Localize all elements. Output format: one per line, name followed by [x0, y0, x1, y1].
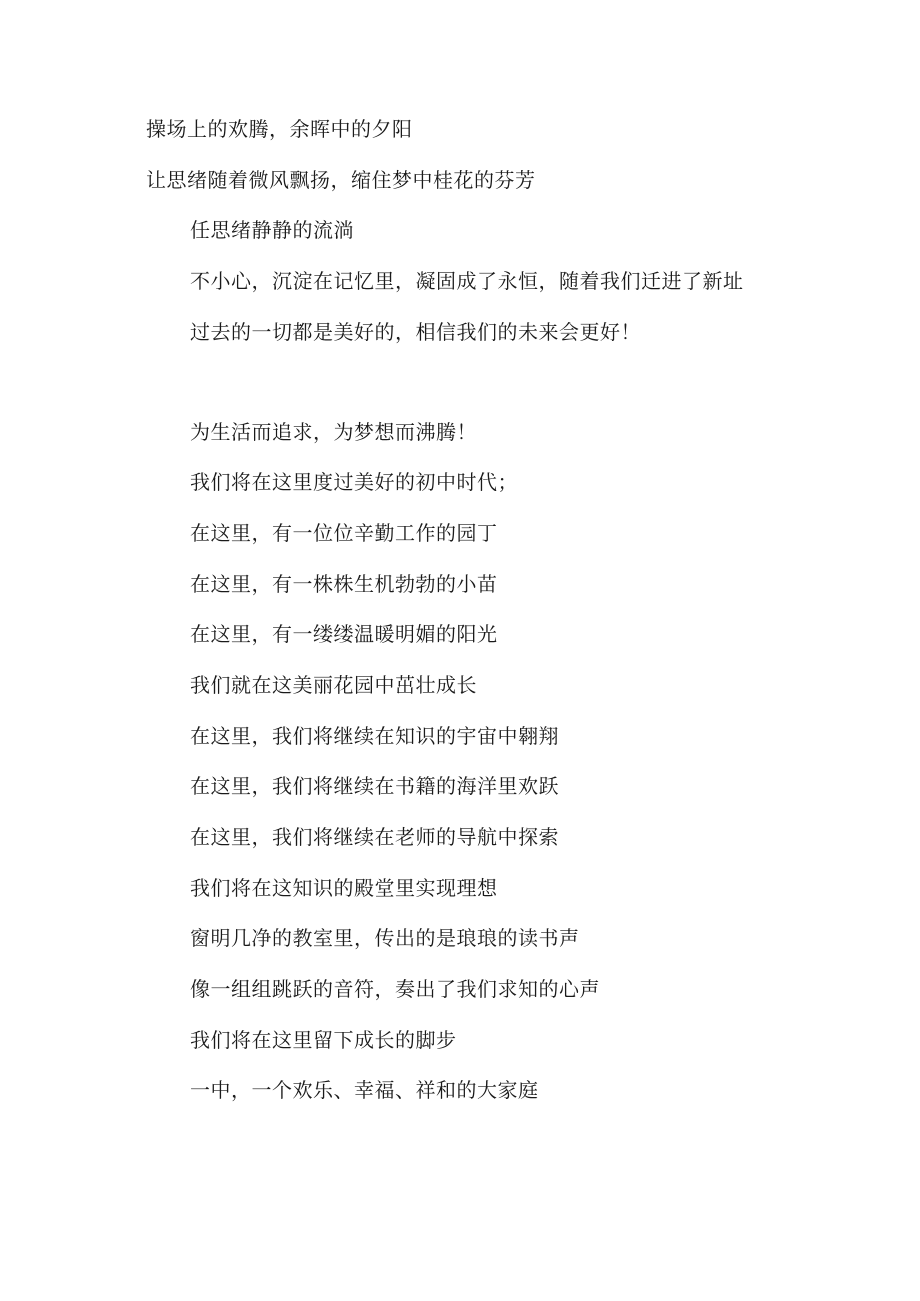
text-line: 我们将在这里留下成长的脚步: [190, 1028, 457, 1052]
text-line: 一中，一个欢乐、幸福、祥和的大家庭: [190, 1078, 539, 1102]
text-line: 我们就在这美丽花园中茁壮成长: [190, 673, 477, 697]
text-line: 为生活而追求，为梦想而沸腾！: [190, 420, 477, 444]
text-line: 让思绪随着微风飘扬，缩住梦中桂花的芬芳: [146, 168, 536, 192]
text-line: 在这里，我们将继续在老师的导航中探索: [190, 825, 559, 849]
text-line: 不小心，沉淀在记忆里，凝固成了永恒，随着我们迁进了新址: [190, 269, 744, 293]
text-line: 在这里，我们将继续在知识的宇宙中翱翔: [190, 724, 559, 748]
text-line: 我们将在这知识的殿堂里实现理想: [190, 876, 498, 900]
text-line: 任思绪静静的流淌: [190, 218, 354, 242]
text-line: 像一组组跳跃的音符，奏出了我们求知的心声: [190, 977, 600, 1001]
text-line: 在这里，有一株株生机勃勃的小苗: [190, 572, 498, 596]
text-line: 在这里，有一缕缕温暖明媚的阳光: [190, 622, 498, 646]
text-line: 我们将在这里度过美好的初中时代；: [190, 470, 518, 494]
text-line: 过去的一切都是美好的，相信我们的未来会更好！: [190, 320, 641, 344]
text-line: 窗明几净的教室里，传出的是琅琅的读书声: [190, 926, 580, 950]
text-line: 操场上的欢腾，余晖中的夕阳: [146, 117, 413, 141]
text-line: 在这里，有一位位辛勤工作的园丁: [190, 521, 498, 545]
text-line: 在这里，我们将继续在书籍的海洋里欢跃: [190, 774, 559, 798]
